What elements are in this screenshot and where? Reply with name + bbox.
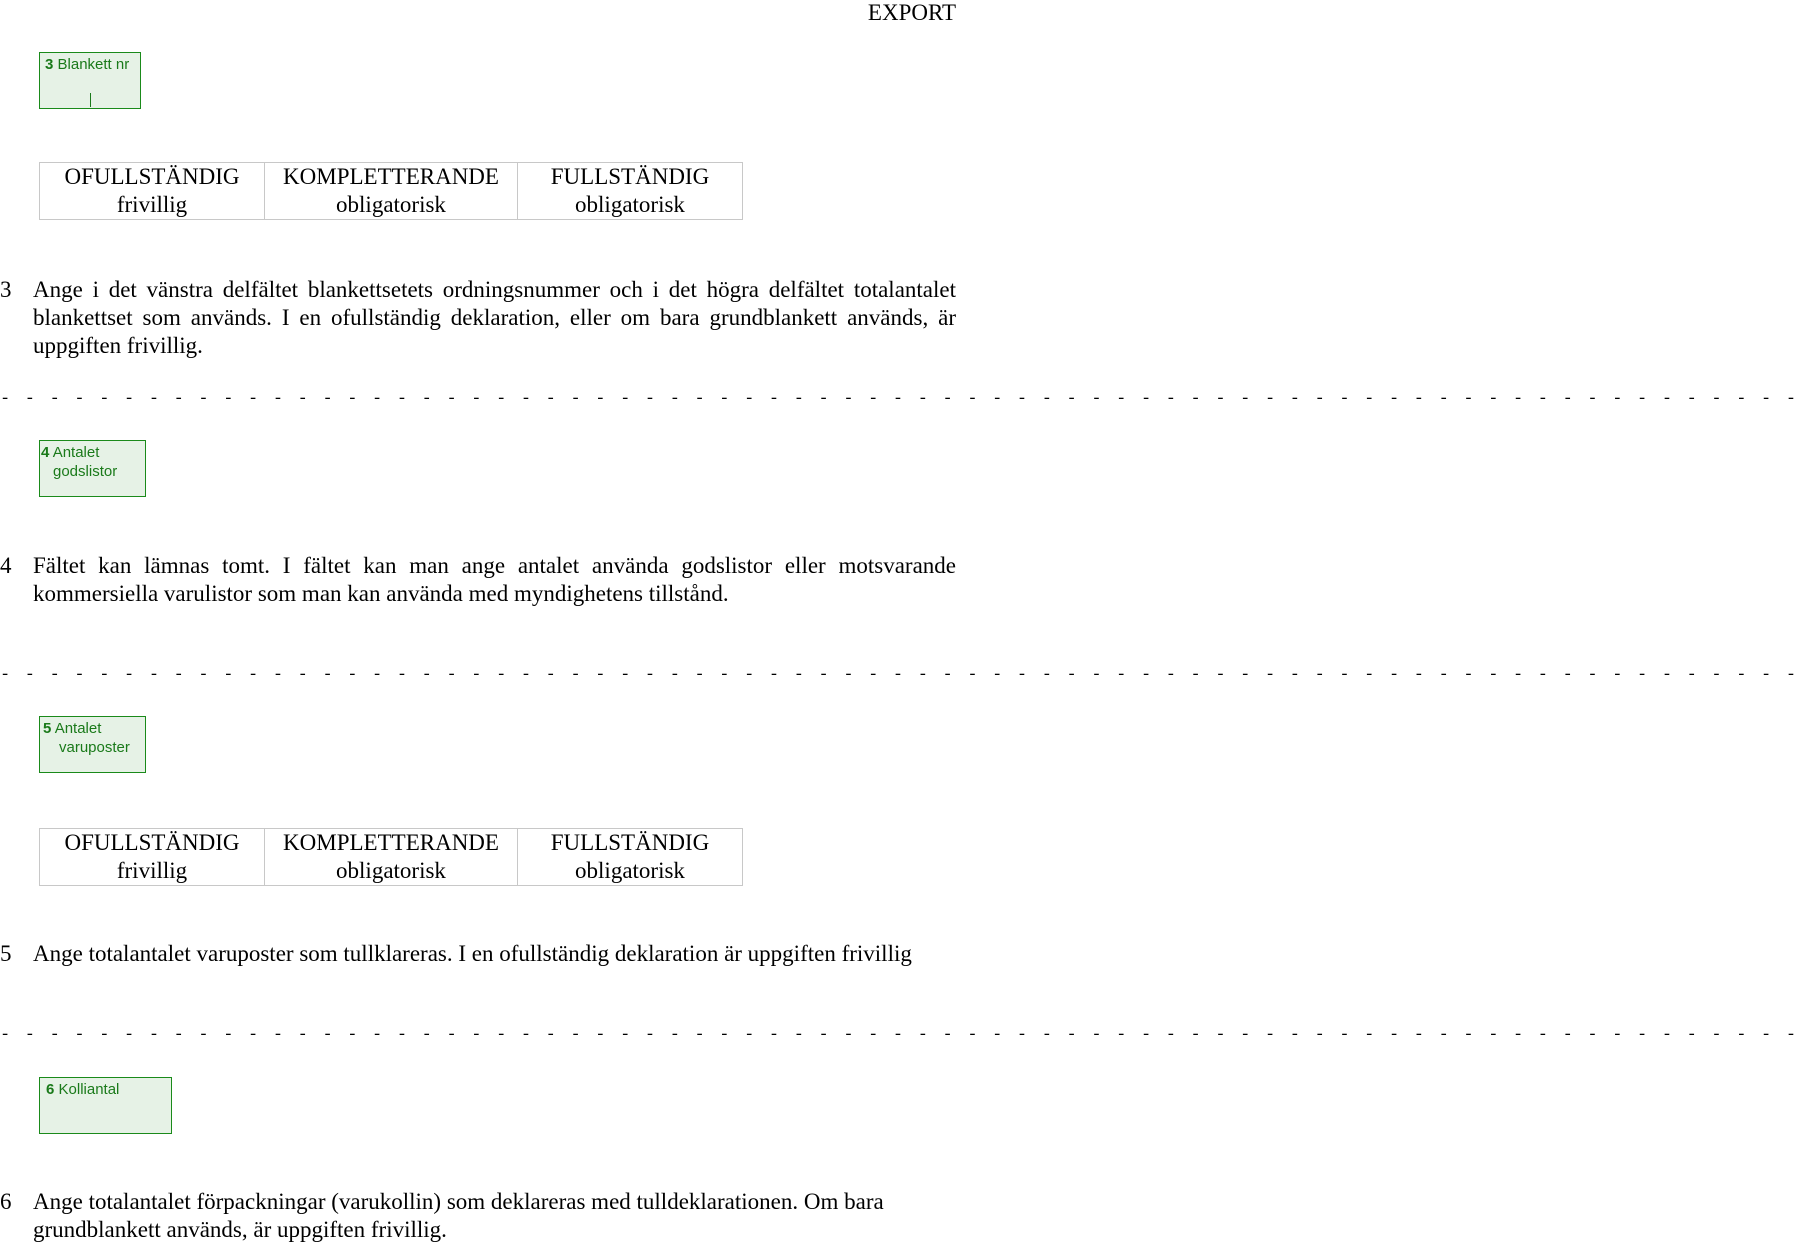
dashed-separator: - - - - - - - - - - - - - - - - - - - - - - - - - - - - - - - - - - - - - - - - - - - - - - - - - - - - - - - - - - - - - - - - - - - - - - - - - (0, 1026, 1798, 1045)
paragraph-3-number: 3 (0, 277, 12, 302)
status-table-1 (39, 162, 743, 220)
field-3-blankett-nr[interactable] (39, 52, 141, 109)
field-3-number: 3 (45, 56, 54, 73)
status-header-ofullstandig: OFULLSTÄNDIG (40, 829, 265, 858)
paragraph-5 (0, 940, 956, 968)
field-5-label-line2: varuposter (59, 739, 130, 756)
paragraph-3 (0, 276, 956, 360)
field-4-number: 4 (41, 444, 50, 461)
status-header-kompletterande: KOMPLETTERANDE (265, 829, 518, 858)
status-value-fullstandig: obligatorisk (518, 191, 743, 220)
status-value-kompletterande: obligatorisk (265, 191, 518, 220)
status-header-fullstandig: FULLSTÄNDIG (518, 163, 743, 192)
status-value-ofullstandig: frivillig (40, 191, 265, 220)
status-value-ofullstandig: frivillig (40, 857, 265, 886)
status-value-kompletterande: obligatorisk (265, 857, 518, 886)
paragraph-6-number: 6 (0, 1189, 12, 1214)
field-4-antalet-godslistor[interactable] (39, 440, 146, 497)
paragraph-6-text: Ange totalantalet förpackningar (varukollin) som deklareras med tulldeklarationen. Om bara grundblankett används, är uppgiften frivillig. (33, 1189, 884, 1242)
field-6-label: Kolliantal (58, 1081, 120, 1098)
export-label: EXPORT (867, 0, 956, 25)
field-4-label-line1: Antalet (52, 444, 100, 461)
status-table-2 (39, 828, 743, 886)
paragraph-5-number: 5 (0, 941, 12, 966)
field-5-number: 5 (43, 720, 52, 737)
status-header-fullstandig: FULLSTÄNDIG (518, 829, 743, 858)
field-3-label: Blankett nr (57, 56, 130, 73)
status-header-ofullstandig: OFULLSTÄNDIG (40, 163, 265, 192)
paragraph-4 (0, 552, 956, 608)
paragraph-6 (0, 1188, 956, 1244)
paragraph-4-number: 4 (0, 553, 12, 578)
paragraph-4-text: Fältet kan lämnas tomt. I fältet kan man ange antalet använda godslistor eller motsvarande kommersiella varulistor som man kan använda med myndighetens tillstånd. (33, 553, 956, 606)
status-value-fullstandig: obligatorisk (518, 857, 743, 886)
paragraph-5-text: Ange totalantalet varuposter som tullklareras. I en ofullständig deklaration är uppgiften frivillig (33, 941, 912, 966)
field-5-label-line1: Antalet (54, 720, 102, 737)
field-5-antalet-varuposter[interactable] (39, 716, 146, 773)
dashed-separator: - - - - - - - - - - - - - - - - - - - - - - - - - - - - - - - - - - - - - - - - - - - - - - - - - - - - - - - - - - - - - - - - - - - - - - - - - (0, 390, 1798, 409)
field-4-label-line2: godslistor (53, 463, 118, 480)
text-cursor (90, 93, 91, 107)
dashed-separator: - - - - - - - - - - - - - - - - - - - - - - - - - - - - - - - - - - - - - - - - - - - - - - - - - - - - - - - - - - - - - - - - - - - - - - - - - (0, 666, 1798, 685)
field-6-number: 6 (46, 1081, 55, 1098)
field-6-kolliantal[interactable] (39, 1077, 172, 1134)
paragraph-3-text: Ange i det vänstra delfältet blankettsetets ordningsnummer och i det högra delfältet totalantalet blankettset som används. I en ofullständig deklaration, eller om bara grundblankett används, är uppgiften frivillig. (33, 277, 956, 358)
status-header-kompletterande: KOMPLETTERANDE (265, 163, 518, 192)
